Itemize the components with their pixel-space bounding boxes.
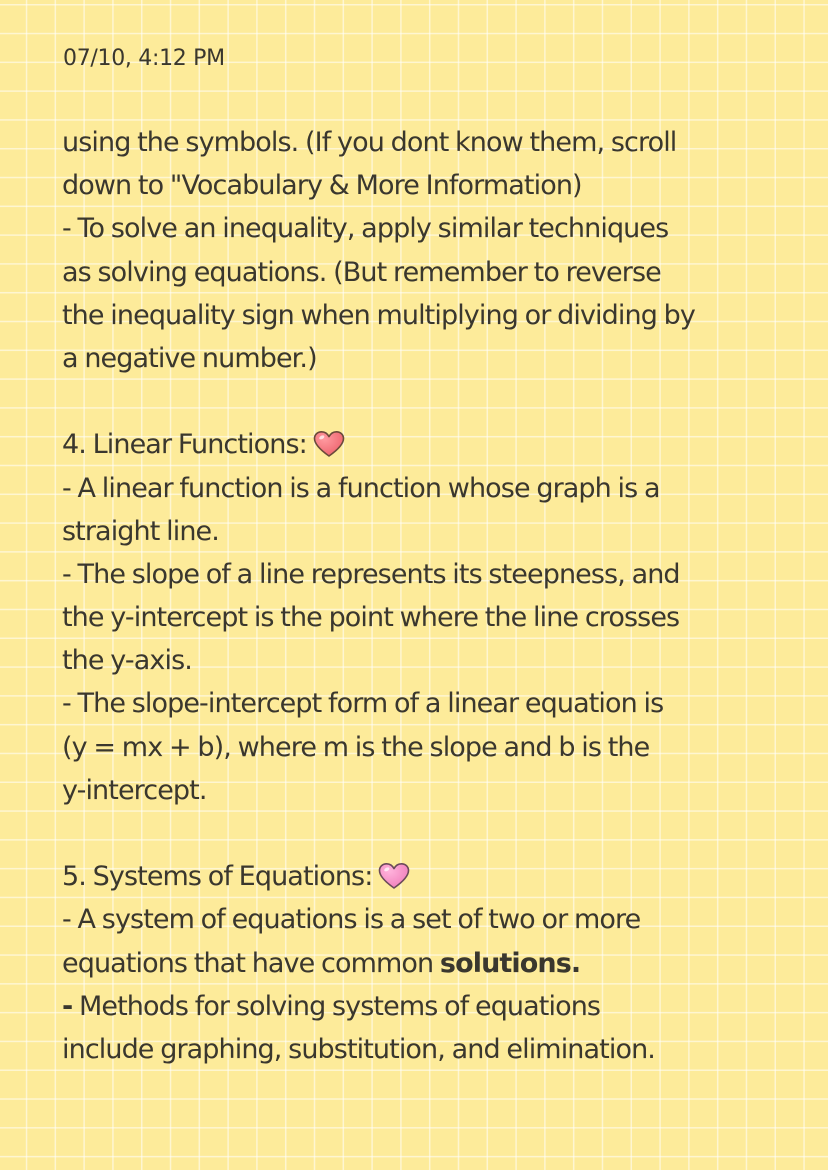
note-line: the y-axis. — [62, 645, 192, 677]
note-line: (y = mx + b), where m is the slope and b is the — [62, 731, 650, 763]
section-heading-systems-of-equations — [62, 855, 782, 898]
note-line: as solving equations. (But remember to reverse — [62, 256, 661, 288]
note-line: - The slope-intercept form of a linear equation is — [62, 688, 664, 720]
pink-heart-icon — [378, 862, 410, 890]
note-line: the inequality sign when multiplying or dividing by — [62, 299, 695, 331]
bold-text: solutions. — [439, 947, 581, 979]
note-line: straight line. — [62, 515, 219, 547]
note-body[interactable] — [62, 121, 782, 1071]
section-heading-linear-functions — [62, 423, 782, 466]
note-line: - A system of equations is a set of two or more — [62, 904, 641, 936]
note-line — [62, 942, 782, 985]
note-text: Methods for solving systems of equations — [72, 990, 601, 1022]
note-line: y-intercept. — [62, 774, 207, 806]
note-timestamp: 07/10, 4:12 PM — [63, 46, 225, 71]
section-heading-text: 5. Systems of Equations: — [62, 861, 373, 893]
note-line: down to "Vocabulary & More Information) — [62, 170, 582, 202]
note-line: - The slope of a line represents its steepness, and — [62, 558, 680, 590]
note-line: using the symbols. (If you dont know them, scroll — [62, 127, 677, 158]
note-line: a negative number.) — [62, 342, 317, 374]
note-line — [62, 985, 782, 1028]
note-line: - To solve an inequality, apply similar techniques — [62, 213, 669, 245]
red-heart-icon — [313, 430, 345, 458]
note-line: include graphing, substitution, and elimination. — [62, 1033, 655, 1065]
note-line: - A linear function is a function whose graph is a — [62, 472, 660, 504]
blank-line — [62, 380, 782, 423]
note-line: the y-intercept is the point where the line crosses — [62, 602, 680, 634]
section-heading-text: 4. Linear Functions: — [62, 429, 307, 461]
note-text: equations that have common — [62, 947, 440, 979]
blank-line — [62, 812, 782, 855]
bold-dash: - — [62, 990, 73, 1022]
